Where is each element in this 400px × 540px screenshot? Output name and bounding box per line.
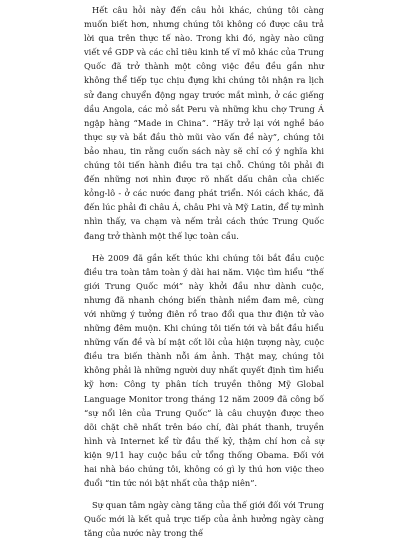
- paragraph-2: Hè 2009 đã gần kết thúc khi chúng tôi bắt đầu cuộc điều tra toàn tâm toàn ý dài hai năm. Việc tìm hiểu “thế giới Trung Quốc mới” này khởi đầu như dành cuộc, nhưng đã nhanh chóng biến thành niềm đam mê, cùng với những ý tưởng điên rồ trao đổi qua thư điện tử vào những đêm muộn. Khi chúng tôi tiến tới và bắt đầu hiểu những vấn đề và bí mật cốt lõi của hiện tượng này, cuộc điều tra biến thành nỗi ám ảnh. Thật may, chúng tôi không phải là những người duy nhất quyết định tìm hiểu kỹ hơn: Công ty phân tích truyền thông Mỹ Global Language Monitor trong tháng 12 năm 2009 đã công bố “sự nổi lên của Trung Quốc” là câu chuyện được theo dõi chặt chẽ nhất trên báo chí, đài phát thanh, truyền hình và Internet kể từ đầu thế kỷ, thậm chí hơn cả sự kiện 9/11 hay cuộc bầu cử tổng thống Obama. Đối với hai nhà báo chúng tôi, không có gì ly thú hơn việc theo đuổi “tin tức nói bật nhất của thập niên”.: [84, 252, 324, 489]
- paragraph-3: Sự quan tâm ngày càng tăng của thế giới đối với Trung Quốc mới là kết quả trực tiếp của ảnh hưởng ngày càng tăng của nước này trong thế: [84, 500, 324, 539]
- paragraph-1: Hết câu hỏi này đến câu hỏi khác, chúng tôi càng muốn biết hơn, nhưng chúng tôi không có được câu trả lời qua trên thực tế nào. Trong khi đó, ngày nào cũng viết về GDP và các chỉ tiêu kinh tế vĩ mô khác của Trung Quốc đã trở thành một công việc đều đều gần như không thể tiếp tục chịu đựng khi chúng tôi nhận ra lịch sử đang chuyển động ngay trước mắt mình, ở các giếng dầu Angola, các mỏ sắt Peru và những khu chợ Trung Á ngập hàng “Made in China”. “Hãy trở lại với nghề báo thực sự và bắt đầu thò mũi vào vấn đề này”, chúng tôi bảo nhau, tin rằng cuốn sách này sẽ chỉ có ý nghĩa khi chúng tôi tiến hành điều tra tại chỗ. Chúng tôi phải đi đến những nơi nhìn được rõ nhất dấu chân của chiếc kỏng-lô - ở các nước đang phát triển. Nói cách khác, đã đến lúc phải đi châu Á, châu Phi và Mỹ Latin, để tự mình nhìn thấy, va chạm và nếm trải cách thức Trung Quốc đang trở thành một thế lực toàn cầu.: [84, 5, 324, 241]
- page-body-text: [84, 3, 324, 540]
